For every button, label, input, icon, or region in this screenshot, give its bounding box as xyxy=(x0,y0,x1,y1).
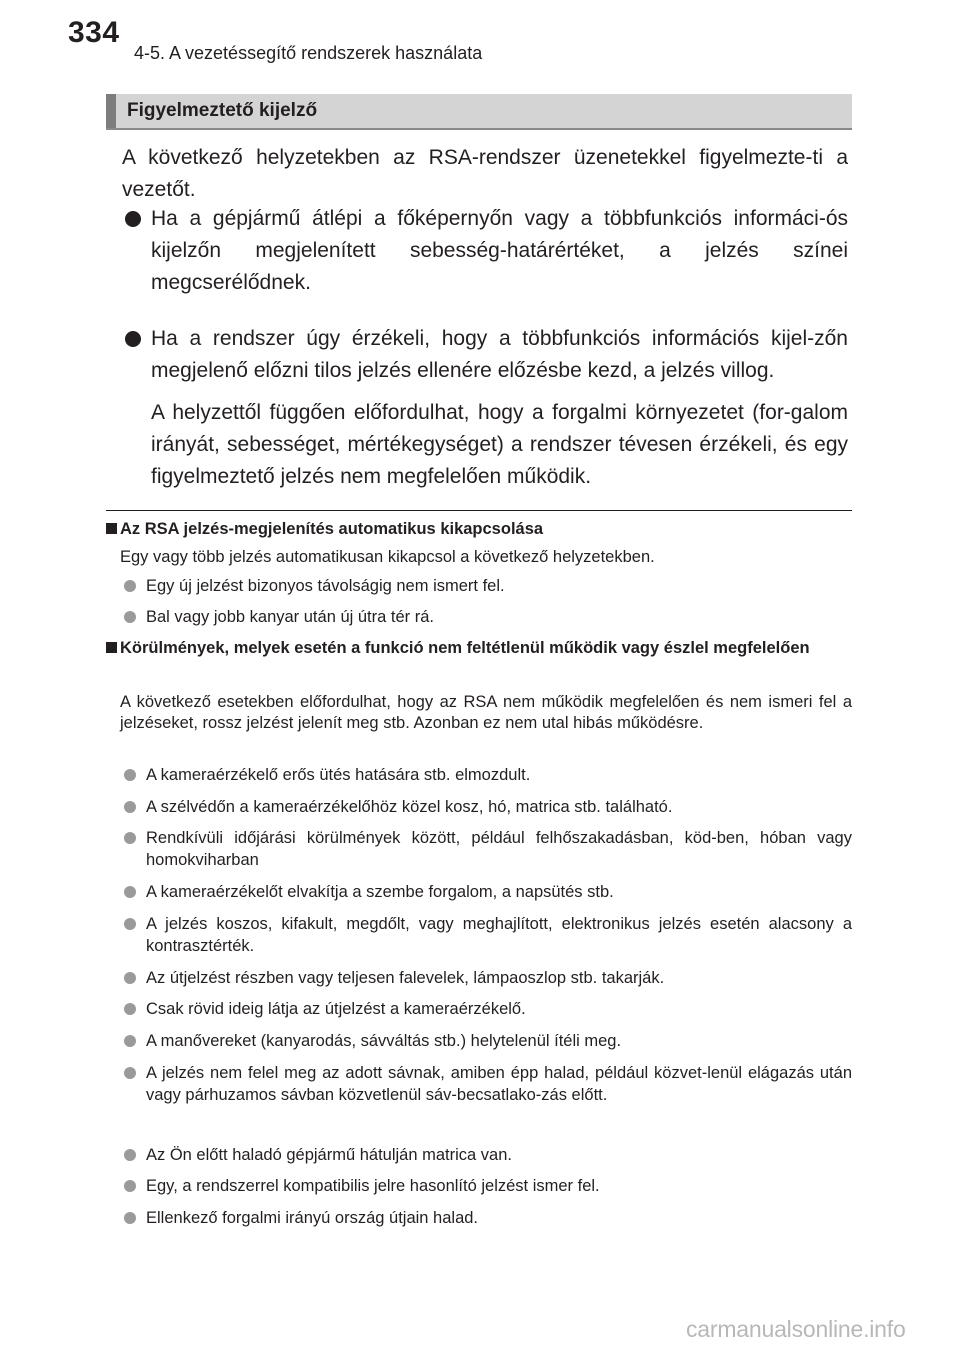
bullet-dot-icon xyxy=(124,1035,136,1047)
list-item xyxy=(120,1175,852,1197)
list-item xyxy=(120,606,852,628)
bullet-dot-icon xyxy=(124,1067,136,1079)
bullet-dot-icon xyxy=(124,1003,136,1015)
list-item xyxy=(120,1062,852,1106)
bullet-dot-icon xyxy=(124,801,136,813)
bullet-dot-icon xyxy=(124,972,136,984)
running-head: 4-5. A vezetéssegítő rendszerek használata xyxy=(134,43,483,63)
warning-bullet-item xyxy=(122,203,848,299)
bullet-dot-icon xyxy=(124,611,136,623)
bullet-dot-icon xyxy=(124,918,136,930)
divider xyxy=(106,510,852,511)
list-item-text: Ellenkező forgalmi irányú ország útjain halad. xyxy=(146,1209,479,1227)
bullet-dot-icon xyxy=(125,331,141,347)
list-item xyxy=(120,827,852,871)
bullet-dot-icon xyxy=(124,886,136,898)
note-paragraph: A helyzettől függően előfordulhat, hogy a forgalmi környezetet (for-galom irányát, sebességet, mértékegységet) a rendszer tévesen érzékeli, és egy figyelmeztető jelzés nem megfelelően működik. xyxy=(151,401,848,488)
list-item xyxy=(120,764,852,786)
conditions-heading-text: Körülmények, melyek esetén a funkció nem feltétlenül működik vagy észlel megfelelően xyxy=(120,639,810,657)
list-item-text: Az Ön előtt haladó gépjármű hátulján matrica van. xyxy=(146,1146,512,1164)
bullet-dot-icon xyxy=(124,769,136,781)
list-item-text: A jelzés nem felel meg az adott sávnak, amiben épp halad, például közvet-lenül elágazás után vagy párhuzamos sávban közvetlenül sáv-becsatlako-zás előtt. xyxy=(146,1064,852,1104)
list-item xyxy=(120,967,852,989)
auto-off-heading-text: Az RSA jelzés-megjelenítés automatikus kikapcsolása xyxy=(120,520,544,538)
bullet-dot-icon xyxy=(124,1149,136,1161)
bullet-dot-icon xyxy=(124,1180,136,1192)
section-title: Figyelmeztető kijelző xyxy=(127,100,318,121)
list-item xyxy=(120,913,852,957)
bullet-dot-icon xyxy=(124,580,136,592)
section-bar-accent xyxy=(106,94,116,128)
list-item xyxy=(120,998,852,1020)
watermark: carmanualsonline.info xyxy=(686,1316,906,1342)
list-item-text: Csak rövid ideig látja az útjelzést a kameraérzékelő. xyxy=(146,1000,526,1018)
bullet-dot-icon xyxy=(124,832,136,844)
bullet-dot-icon xyxy=(124,1212,136,1224)
list-item-text: A manővereket (kanyarodás, sávváltás stb.) helytelenül ítéli meg. xyxy=(146,1032,622,1050)
intro-paragraph: A következő helyzetekben az RSA-rendszer üzenetekkel figyelmezte-ti a vezetőt. xyxy=(122,146,848,201)
list-item xyxy=(120,1030,852,1052)
warning-bullet-text: Ha a gépjármű átlépi a főképernyőn vagy a többfunkciós informáci-ós kijelzőn megjelenített sebesség-határértéket, a jelzés színei megcserélődnek. xyxy=(151,207,848,294)
warning-bullet-item xyxy=(122,323,848,387)
auto-off-text: Egy vagy több jelzés automatikusan kikapcsol a következő helyzetekben. xyxy=(120,548,655,566)
conditions-text: A következő esetekben előfordulhat, hogy az RSA nem működik megfelelően és nem ismeri fel a jelzéseket, rossz jelzést jelenít meg stb. Azonban ez nem utal hibás működésre. xyxy=(120,693,852,732)
square-bullet-icon xyxy=(106,642,117,653)
list-item-text: A szélvédőn a kameraérzékelőhöz közel kosz, hó, matrica stb. található. xyxy=(146,798,673,816)
list-item-text: Egy új jelzést bizonyos távolságig nem ismert fel. xyxy=(146,577,505,595)
list-item xyxy=(120,796,852,818)
list-item xyxy=(120,1144,852,1166)
list-item xyxy=(120,1207,852,1229)
list-item xyxy=(120,575,852,597)
square-bullet-icon xyxy=(106,523,117,534)
list-item xyxy=(120,881,852,903)
list-item-text: Rendkívüli időjárási körülmények között, például felhőszakadásban, köd-ben, hóban vagy homokviharban xyxy=(146,829,852,869)
list-item-text: A kameraérzékelő erős ütés hatására stb. elmozdult. xyxy=(146,766,531,784)
section-title-bar xyxy=(106,94,852,130)
warning-bullet-text: Ha a rendszer úgy érzékeli, hogy a többfunkciós információs kijel-zőn megjelenő előzni tilos jelzés ellenére előzésbe kezd, a jelzés villog. xyxy=(151,327,848,382)
list-item-text: Bal vagy jobb kanyar után új útra tér rá. xyxy=(146,608,434,626)
bullet-dot-icon xyxy=(125,211,141,227)
list-item-text: A kameraérzékelőt elvakítja a szembe forgalom, a napsütés stb. xyxy=(146,883,614,901)
auto-off-heading xyxy=(106,518,852,540)
page-number: 334 xyxy=(68,16,120,49)
list-item-text: Az útjelzést részben vagy teljesen falevelek, lámpaoszlop stb. takarják. xyxy=(146,969,665,987)
conditions-heading xyxy=(106,637,852,659)
list-item-text: Egy, a rendszerrel kompatibilis jelre hasonlító jelzést ismer fel. xyxy=(146,1177,600,1195)
list-item-text: A jelzés koszos, kifakult, megdőlt, vagy meghajlított, elektronikus jelzés esetén alacsony a kontrasztérték. xyxy=(146,915,852,955)
